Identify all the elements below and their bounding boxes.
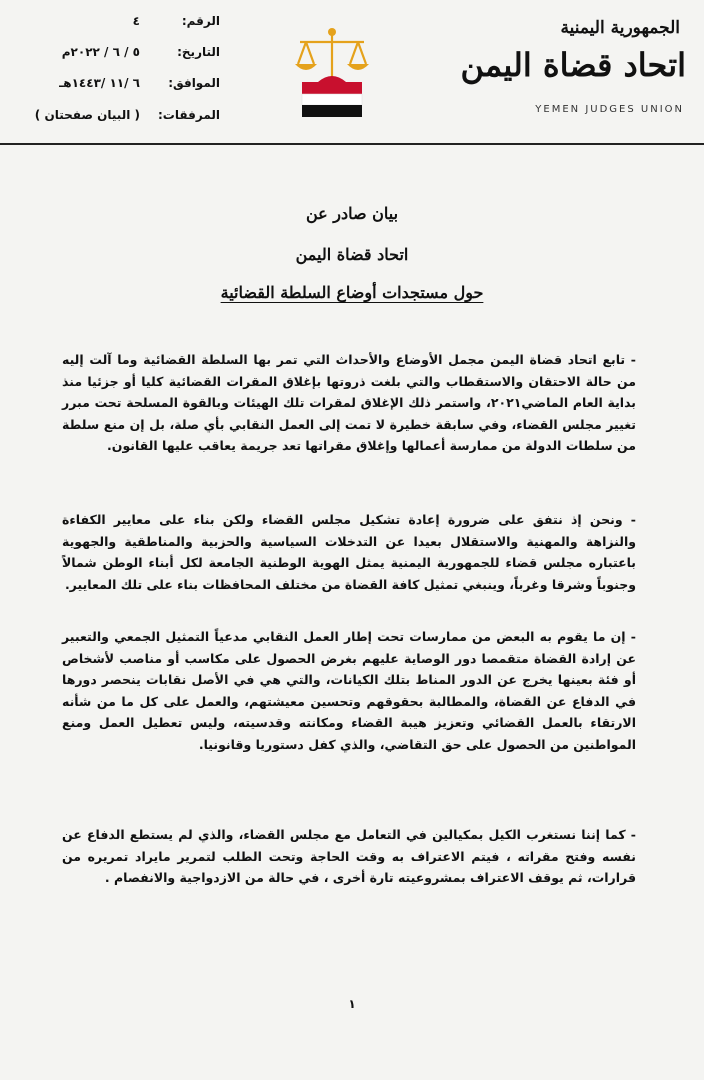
- paragraph-2: - ونحن إذ نتفق على ضرورة إعادة تشكيل مجلس القضاء ولكن بناء على معايير الكفاءة والنزاهة والمهنية والاستقلال بعيدا عن التدخلات السياسية والحزبية والمناطقية والجهوية باعتباره مجلس قضاء للجمهورية اليمنية يمثل الهوية الوطنية الجامعة لكل أبناء الوطن شمالاً وجنوباً وشرقا وغرباً، وينبغي تمثيل كافة القضاة من مختلف المحافظات بناء على تلك المعايير.: [62, 512, 636, 592]
- scales-flag-emblem-icon: [282, 22, 382, 122]
- republic-name: الجمهورية اليمنية: [560, 18, 680, 38]
- attachments-label: المرفقات:: [158, 108, 220, 122]
- page-number: ١: [348, 997, 356, 1011]
- statement-title-line3: حول مستجدات أوضاع السلطة القضائية: [220, 283, 484, 302]
- number-row: [20, 14, 220, 32]
- hijri-row: [20, 76, 220, 94]
- date-row: [20, 45, 220, 63]
- date-value: ٥ / ٦ / ٢٠٢٢م: [61, 45, 140, 59]
- hijri-value: ٦ /١١ /١٤٤٣هـ: [59, 76, 140, 90]
- hijri-label: الموافق:: [168, 76, 220, 90]
- number-value: ٤: [132, 14, 140, 28]
- statement-title-line1: بيان صادر عن: [305, 204, 399, 223]
- date-label: التاريخ:: [177, 45, 220, 59]
- union-logo: [460, 18, 686, 118]
- attachments-value: ( البيان صفحتان ): [34, 108, 140, 122]
- paragraph-3: - إن ما يقوم به البعض من ممارسات تحت إطار العمل النقابي مدعياً التمثيل الجمعي والتعبير عن إرادة القضاة متقمصا دور الوصاية عليهم بغرض الحصول على مكاسب أو مناصب لأشخاص أو فئة بعينها يخرج عن الدور المناط بتلك الكيانات، والتي هي في الأصل نقابات ينحصر دورها في الدفاع عن القضاة، والمطالبة بحقوقهم وتحسين معيشتهم، والعمل على كل ما من شأنه الارتقاء بالعمل القضائي وتعزيز هيبة القضاء ومكانته وقدسيته، وليس تعطيل العمل ومنع المواطنين من الحصول على حق التقاضي، والذي كفل دستوريا وقانونيا.: [62, 629, 636, 752]
- number-label: الرقم:: [181, 14, 220, 28]
- statement-title-line2: اتحاد قضاة اليمن: [295, 245, 409, 264]
- union-name-english: YEMEN JUDGES UNION: [535, 104, 684, 115]
- paragraph-1: - تابع اتحاد قضاة اليمن مجمل الأوضاع والأحداث التي تمر بها السلطة القضائية وما آلت إليه من حالة الاحتقان والاستقطاب والتي بلغت ذروتها بإغلاق المقرات القضائية كليا أو جزئيا منذ بداية العام الماضي٢٠٢١، واستمر ذلك الإغلاق لمقرات تلك الهيئات وبالقوة المسلحة تحت مبرر تغيير مجلس القضاء، وفي سابقة خطيرة لا تمت إلى العمل النقابي بأي صلة، بل إن منع سلطة من سلطات الدولة من ممارسة أعمالها وإغلاق مقراتها تعد جريمة يعاقب عليها القانون.: [62, 352, 637, 453]
- attachments-row: [20, 108, 220, 126]
- union-name-arabic: اتحاد قضاة اليمن: [460, 46, 686, 84]
- paragraph-4: - كما إننا نستغرب الكيل بمكيالين في التعامل مع مجلس القضاء، والذي لم يستطع الدفاع عن نفسه وفتح مقراته ، فيتم الاعتراف به وقت الحاجة وتحت الطلب لتمرير مايراد تمريره من قرارات، ثم يوقف الاعتراف بمشروعيته تارة أخرى ، في حالة من الازدواجية والانفصام .: [62, 827, 636, 885]
- header-divider: [0, 143, 704, 145]
